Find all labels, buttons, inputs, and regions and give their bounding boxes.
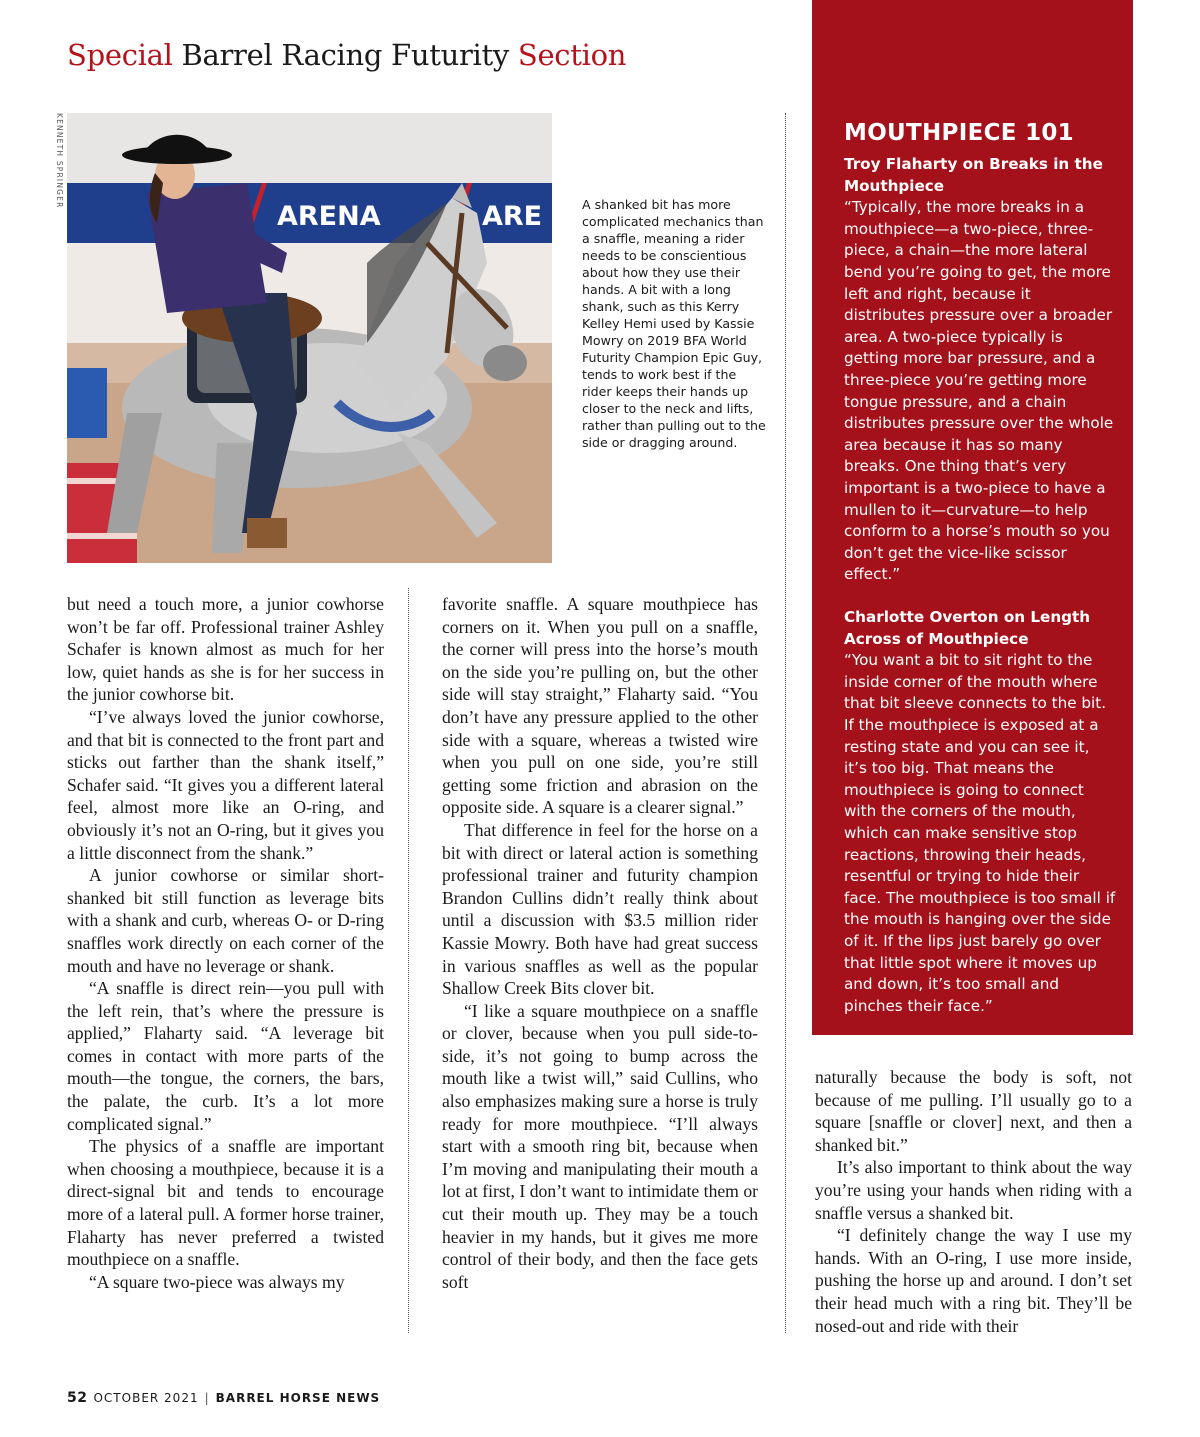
sidebar-title: MOUTHPIECE 101 xyxy=(844,120,1074,146)
barrel-racing-photo xyxy=(67,113,552,563)
paragraph: That difference in feel for the horse on a bit with direct or lateral action is something professional trainer and futurity champion Brandon Cullins didn’t really think about until a discussion with $3.5 million rider Kassie Mowry. Both have had great success in various snaffles as well as the popular Shallow Creek Bits clover bit. xyxy=(442,819,758,999)
issue-date: OCTOBER 2021 xyxy=(93,1391,199,1405)
banner-arena-text-2: ARE xyxy=(482,201,543,232)
sidebar-heading: Charlotte Overton on Length Across of Mouthpiece xyxy=(844,608,1091,648)
paragraph: “A snaffle is direct rein—you pull with the left rein, that’s where the pressure is applied,” Flaharty said. “A leverage bit comes in contact with more parts of the mouth—the tongue, the corners, the bars, the palate, the curb. It’s a lot more complicated signal.” xyxy=(67,978,384,1134)
footer-separator: | xyxy=(204,1391,210,1405)
paragraph: “I definitely change the way I use my hands. With an O-ring, I use more inside, pushing the horse up and around. I don’t set their head much with a ring bit. They’ll be nosed-out and ride with their xyxy=(815,1225,1132,1336)
photo-caption: A shanked bit has more complicated mechanics than a snaffle, meaning a rider needs to be conscientious about how they use their hands. A bit with a long shank, such as this Kerry Kelley Hemi used by Kassie Mowry on 2019 BFA World Futurity Champion Epic Guy, tends to work best if the rider keeps their hands up closer to the neck and lifts, rather than pulling out to the side or dragging around. xyxy=(582,197,766,450)
article-column-1 xyxy=(67,593,384,1293)
page-footer xyxy=(67,1390,380,1406)
paragraph: naturally because the body is soft, not because of me pulling. I’ll usually go to a square [snaffle or clover] next, and then a shanked bit.” xyxy=(815,1067,1132,1155)
paragraph: A junior cowhorse or similar short-shanked bit still function as leverage bits with a shank and curb, whereas O- or D-ring snaffles work directly on each corner of the mouth and have no leverage or shank. xyxy=(67,865,384,976)
sidebar-block-flaharty xyxy=(844,154,1116,586)
article-column-2 xyxy=(442,593,758,1293)
banner-arena-text: ARENA xyxy=(277,201,381,232)
column-divider xyxy=(408,588,409,1333)
paragraph: “I’ve always loved the junior cowhorse, and that bit is connected to the front part and sticks out farther than the shank itself,” Schafer said. “It gives you a different lateral feel, almost more like an O-ring, and obviously it’s not an O-ring, but it gives you a little disconnect from the shank.” xyxy=(67,706,384,863)
photo-credit-text: KENNETH SPRINGER xyxy=(55,113,64,209)
sidebar-quote: “Typically, the more breaks in a mouthpiece—a two-piece, three-piece, a chain—the more lateral bend you’re going to get, the more left and right, because it distributes pressure over a broader area. A two-piece typically is getting more bar pressure, and a three-piece you’re getting more tongue pressure, and a chain distributes pressure over the whole area because it has so many breaks. One thing that’s very important is a two-piece to have a mullen to it—curvature—to help conform to a horse’s mouth so you don’t get the vice-like scissor effect.” xyxy=(844,198,1114,584)
mouthpiece-101-sidebar xyxy=(812,0,1133,1035)
sidebar-heading: Troy Flaharty on Breaks in the Mouthpiece xyxy=(844,155,1103,195)
section-header xyxy=(67,38,626,72)
header-title: Barrel Racing Futurity xyxy=(172,38,518,72)
paragraph: It’s also important to think about the way you’re using your hands when riding with a snaffle versus a shanked bit. xyxy=(815,1157,1132,1223)
paragraph: favorite snaffle. A square mouthpiece has corners on it. When you pull on a snaffle, the corner will press into the horse’s mouth on the side you’re pulling on, but the other side will stay straight,” Flaharty said. “You don’t have any pressure applied to the other side with a square, whereas a twisted wire when you pull on one side, you’re still getting some friction and abrasion on the opposite side. A square is a clearer signal.” xyxy=(442,594,758,818)
paragraph: but need a touch more, a junior cowhorse won’t be far off. Professional trainer Ashley Schafer is known almost as much for her low, quiet hands as she is for her success in the junior cowhorse bit. xyxy=(67,594,384,705)
header-section: Section xyxy=(517,38,627,72)
sidebar-quote: “You want a bit to sit right to the inside corner of the mouth where that bit sleeve connects to the bit. If the mouthpiece is exposed at a resting state and you can see it, it’s too big. That means the mouthpiece is going to connect with the corners of the mouth, which can make sensitive stop reactions, throwing their heads, resentful or trying to hide their face. The mouthpiece is too small if the mouth is hanging over the side of it. If the lips just barely go over that little spot where it moves up and down, it’s too small and pinches their face.” xyxy=(844,651,1116,1015)
magazine-name: BARREL HORSE NEWS xyxy=(215,1391,381,1405)
page-number: 52 xyxy=(67,1390,88,1406)
header-special: Special xyxy=(67,38,173,72)
sidebar-block-overton xyxy=(844,607,1116,1017)
horse-rider-illustration xyxy=(67,113,552,563)
column-divider xyxy=(785,113,786,1333)
paragraph: The physics of a snaffle are important when choosing a mouthpiece, because it is a direct-signal bit and tends to encourage more of a lateral pull. A former horse trainer, Flaharty has never preferred a twisted mouthpiece on a snaffle. xyxy=(67,1136,384,1270)
photo-credit xyxy=(52,113,66,233)
paragraph: “I like a square mouthpiece on a snaffle or clover, because when you pull side-to-side, it’s not going to bump across the mouth like a twist will,” said Cullins, who also emphasizes making sure a horse is truly ready for more mouthpiece. “I’ll always start with a smooth ring bit, because when I’m moving and manipulating their mouth a lot at first, I don’t want to intimidate them or cut their mouth up. They may be a touch heavier in my hands, but it gives me more control of their body, and then the face gets soft xyxy=(442,1000,758,1292)
article-column-3 xyxy=(815,1066,1132,1337)
paragraph: “A square two-piece was always my xyxy=(89,1271,345,1292)
